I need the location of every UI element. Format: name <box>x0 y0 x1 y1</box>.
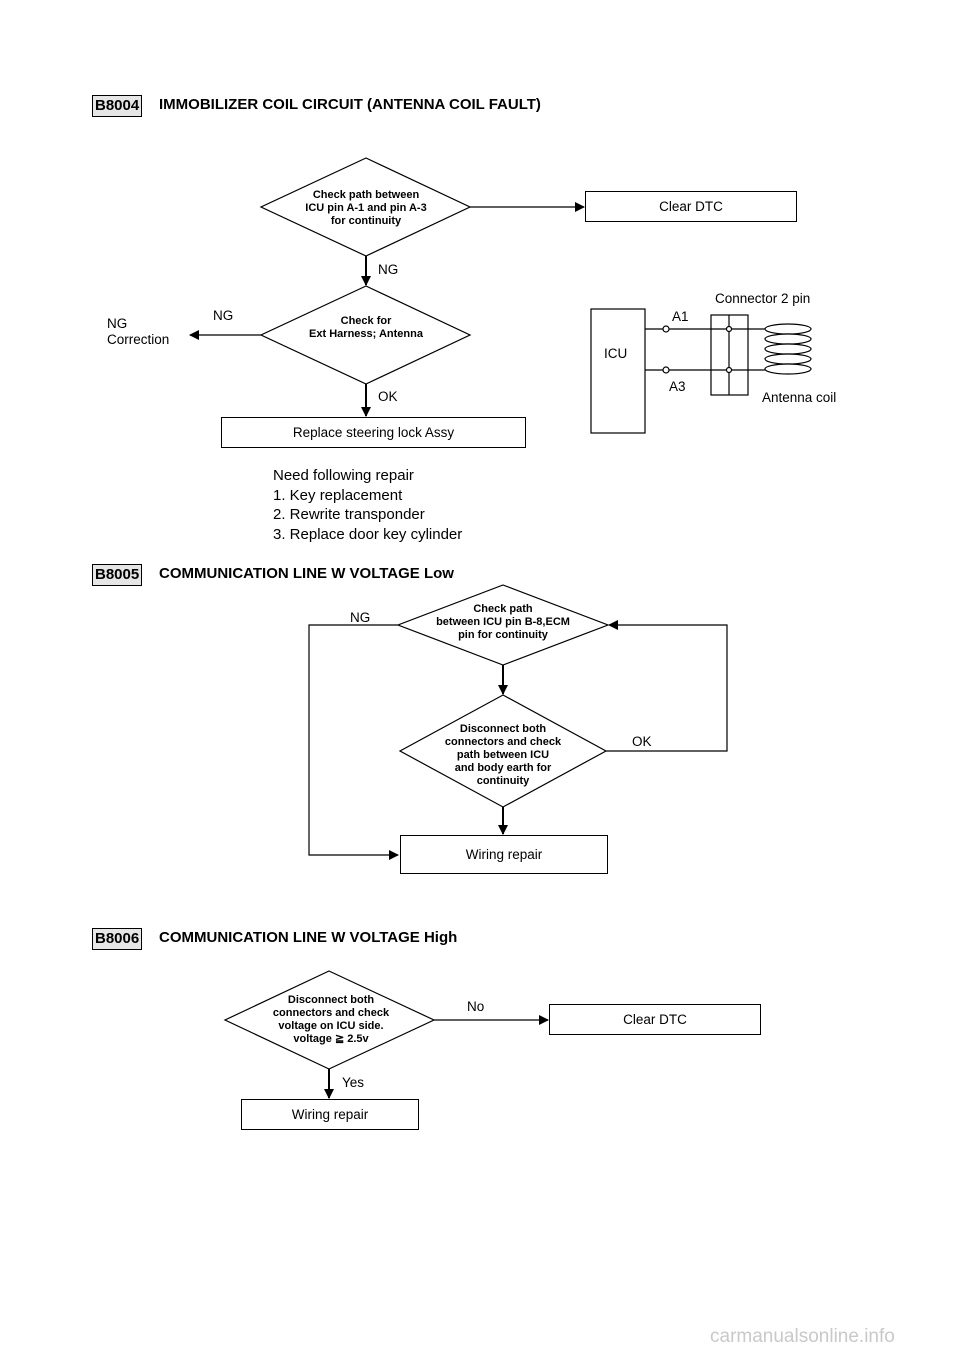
decision-text-b8006-voltage: Disconnect both connectors and check voltage on ICU side. voltage ≧ 2.5v <box>272 994 390 1045</box>
dtc-code-b8005: B8005 <box>92 564 142 586</box>
pin-a3-label: A3 <box>669 379 686 394</box>
section-title-b8005: COMMUNICATION LINE W VOLTAGE Low <box>159 565 454 582</box>
section-title-b8006: COMMUNICATION LINE W VOLTAGE High <box>159 929 458 946</box>
dtc-code-b8006: B8006 <box>92 928 142 950</box>
ok-label-b8005: OK <box>632 734 652 749</box>
wiring-repair-box-b8006: Wiring repair <box>241 1099 419 1130</box>
ok-label: OK <box>378 389 398 404</box>
yes-label: Yes <box>342 1075 365 1090</box>
icu-block <box>591 309 645 433</box>
repair-note-line: Need following repair <box>273 467 414 484</box>
connector-label: Connector 2 pin <box>715 291 811 306</box>
clear-dtc-box: Clear DTC <box>585 191 797 222</box>
antenna-coil-label: Antenna coil <box>762 390 837 405</box>
repair-note-line: 3. Replace door key cylinder <box>273 525 463 543</box>
decision-text-continuity: Check path between ICU pin A-1 and pin A-3 for continuity <box>305 189 427 227</box>
no-label: No <box>467 999 485 1014</box>
ng-label-left: NG <box>213 308 234 323</box>
pin-a1-label: A1 <box>672 309 689 324</box>
replace-steering-lock-box: Replace steering lock Assy <box>221 417 526 448</box>
repair-note-line: 2. Rewrite transponder <box>273 506 425 523</box>
antenna-coil-loops <box>765 324 811 374</box>
ng-label-down: NG <box>378 262 399 277</box>
ng-label-b8005: NG <box>350 610 371 625</box>
pin-a3-terminal <box>663 367 669 373</box>
pin-a1-terminal <box>663 326 669 332</box>
section-title-b8004: IMMOBILIZER COIL CIRCUIT (ANTENNA COIL FAULT) <box>159 96 541 113</box>
ng-correction-label: NG Correction <box>107 316 170 347</box>
wiring-repair-box-b8005: Wiring repair <box>400 835 608 874</box>
decision-text-harness: Check for Ext Harness; Antenna <box>309 315 423 340</box>
repair-note-line: 1. Key replacement <box>273 486 403 504</box>
clear-dtc-box-b8006: Clear DTC <box>549 1004 761 1035</box>
icu-label: ICU <box>604 346 628 361</box>
dtc-code-b8004: B8004 <box>92 95 142 117</box>
repair-notes <box>273 466 462 544</box>
decision-text-b8005-path: Check path between ICU pin B-8,ECM pin for continuity <box>436 603 570 641</box>
decision-text-b8005-earth: Disconnect both connectors and check path between ICU and body earth for continuity <box>444 723 562 787</box>
footer-watermark: carmanualsonline.info <box>710 1326 895 1347</box>
